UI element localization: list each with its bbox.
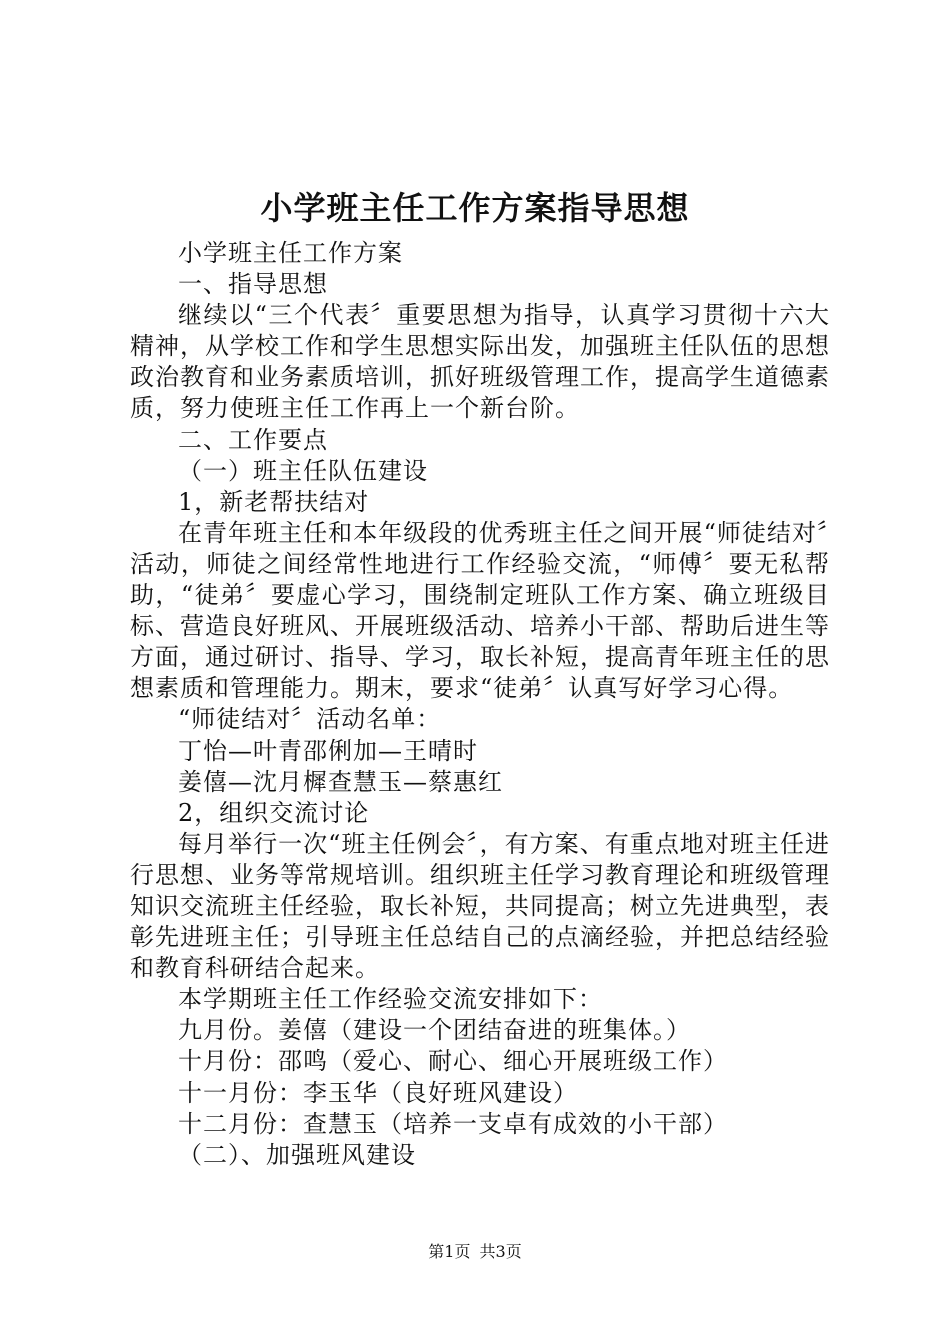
page-number: 第1页 <box>428 1242 471 1261</box>
paragraph-mentor-list-label: “师徒结对〞活动名单： <box>178 705 442 734</box>
paragraph-subtitle: 小学班主任工作方案 <box>178 239 403 267</box>
paragraph-mentoring: 在青年班主任和本年级段的优秀班主任之间开展“师徒结对〞活动，师徒之间经常性地进行工作经验交流，“师傅〞要无私帮助，“徒弟〞要虚心学习，围绕制定班队工作方案、确立班级目标、营造良好班风、开展班级活动、培养小干部、帮助后进生等方面，通过研讨、指导、学习，取长补短，提高青年班主任的思想素质和管理能力。期末，要求“徒弟〞认真写好学习心得。 <box>130 518 830 703</box>
page-total: 共3页 <box>479 1242 522 1261</box>
document-body <box>130 238 830 1171</box>
paragraph-guiding-thought: 继续以“三个代表〞重要思想为指导，认真学习贯彻十六大精神，从学校工作和学生思想实际出发，加强班主任队伍的思想政治教育和业务素质培训，抓好班级管理工作，提高学生道德素质，努力使班主任工作再上一个新台阶。 <box>130 301 830 423</box>
heading-exchange: 2，组织交流讨论 <box>178 798 370 827</box>
page-footer <box>0 1241 950 1263</box>
schedule-item: 十月份：邵鸣（爱心、耐心、细心开展班级工作） <box>178 1047 728 1076</box>
schedule-item: 十二月份：查慧玉（培养一支卓有成效的小干部） <box>178 1109 728 1138</box>
heading-mentoring: 1，新老帮扶结对 <box>178 487 370 516</box>
heading-team-building: （一）班主任队伍建设 <box>178 456 428 485</box>
heading-work-points: 二、工作要点 <box>178 425 328 454</box>
mentor-pair-line: 姜僖—沈月樨查慧玉—蔡惠红 <box>178 767 503 796</box>
schedule-item: 十一月份：李玉华（良好班风建设） <box>178 1078 578 1107</box>
mentor-pair-line: 丁怡—叶青邵俐加—王晴时 <box>178 736 478 765</box>
document-title: 小学班主任工作方案指导思想 <box>260 189 690 227</box>
paragraph-schedule-label: 本学期班主任工作经验交流安排如下： <box>178 985 603 1014</box>
paragraph-exchange: 每月举行一次“班主任例会〞，有方案、有重点地对班主任进行思想、业务等常规培训。组织班主任学习教育理论和班级管理知识交流班主任经验，取长补短，共同提高；树立先进典型，表彰先进班主任；引导班主任总结自己的点滴经验，并把总结经验和教育科研结合起来。 <box>130 829 830 983</box>
heading-guiding-thought: 一、指导思想 <box>178 270 328 299</box>
schedule-item: 九月份。姜僖（建设一个团结奋进的班集体。） <box>178 1016 691 1045</box>
heading-class-style: （二）、加强班风建设 <box>178 1140 416 1169</box>
